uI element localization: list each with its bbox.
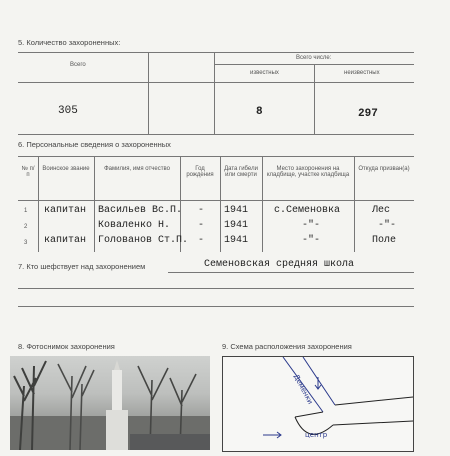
location-scheme <box>222 356 414 452</box>
row-birth: - <box>198 205 205 216</box>
row-num: 3 <box>24 240 28 246</box>
unknown-buried-value: 297 <box>358 108 378 120</box>
table5-divider <box>214 52 215 134</box>
road-label: Деменки <box>291 373 315 406</box>
row-name: Васильев Вс.П. <box>98 205 183 216</box>
row-place: -"- <box>302 220 321 231</box>
row-num: 2 <box>24 224 28 230</box>
table5-divider <box>148 52 149 134</box>
row-birth: - <box>198 220 205 231</box>
row-from: Лес <box>372 205 391 216</box>
section8-title: 8. Фотоснимок захоронения <box>18 342 115 351</box>
hdr-rank: Воинское звание <box>42 166 90 172</box>
table5-top-border <box>18 52 414 53</box>
patron-value: Семеновская средняя школа <box>204 259 355 270</box>
col-including-header: Всего числе: <box>296 55 332 61</box>
table6-divider <box>220 156 221 252</box>
col-known-header: известных <box>250 70 279 76</box>
hdr-death: Дата гибели или смерти <box>224 166 258 178</box>
row-name: Коваленко Н. <box>98 220 171 231</box>
table5-divider <box>314 64 315 134</box>
col-unknown-header: неизвестных <box>344 70 380 76</box>
blank-line <box>18 288 414 289</box>
row-place: -"- <box>302 235 321 246</box>
row-from: -"- <box>378 220 397 231</box>
row-num: 1 <box>24 208 28 214</box>
burial-photo <box>10 356 210 450</box>
row-death: 1941 <box>224 220 249 231</box>
row-place: с.Семеновка <box>274 205 341 216</box>
hdr-place: Место захоронения на кладбище, участке кладбища <box>266 166 350 178</box>
known-buried-value: 8 <box>256 106 263 118</box>
row-death: 1941 <box>224 235 249 246</box>
table6-divider <box>38 156 39 252</box>
row-rank: капитан <box>44 205 87 216</box>
hdr-from: Откуда призван(а) <box>358 166 410 172</box>
section7-label: 7. Кто шефствует над захоронением <box>18 262 146 271</box>
section9-title: 9. Схема расположения захоронения <box>222 342 352 351</box>
row-birth: - <box>198 235 205 246</box>
section6-title: 6. Персональные сведения о захороненных <box>18 140 171 149</box>
table5-header-border <box>18 82 414 83</box>
row-rank: капитан <box>44 235 87 246</box>
table6-divider <box>94 156 95 252</box>
row-from: Поле <box>372 235 397 246</box>
hdr-num: № п/п <box>21 166 35 178</box>
patron-underline <box>168 272 414 273</box>
table5-bottom-border <box>18 134 414 135</box>
center-label: центр <box>305 431 328 439</box>
section5-title: 5. Количество захороненных: <box>18 38 121 47</box>
photo-image <box>10 356 210 450</box>
col-total-header: Всего <box>70 62 86 68</box>
row-death: 1941 <box>224 205 249 216</box>
row-name: Голованов Ст.П. <box>98 235 189 246</box>
hdr-birth: Год рождения <box>186 166 214 178</box>
total-buried-value: 305 <box>58 105 78 117</box>
table6-divider <box>262 156 263 252</box>
hdr-name: Фамилия, имя отчество <box>104 166 170 172</box>
blank-line <box>18 306 414 307</box>
table6-divider <box>354 156 355 252</box>
